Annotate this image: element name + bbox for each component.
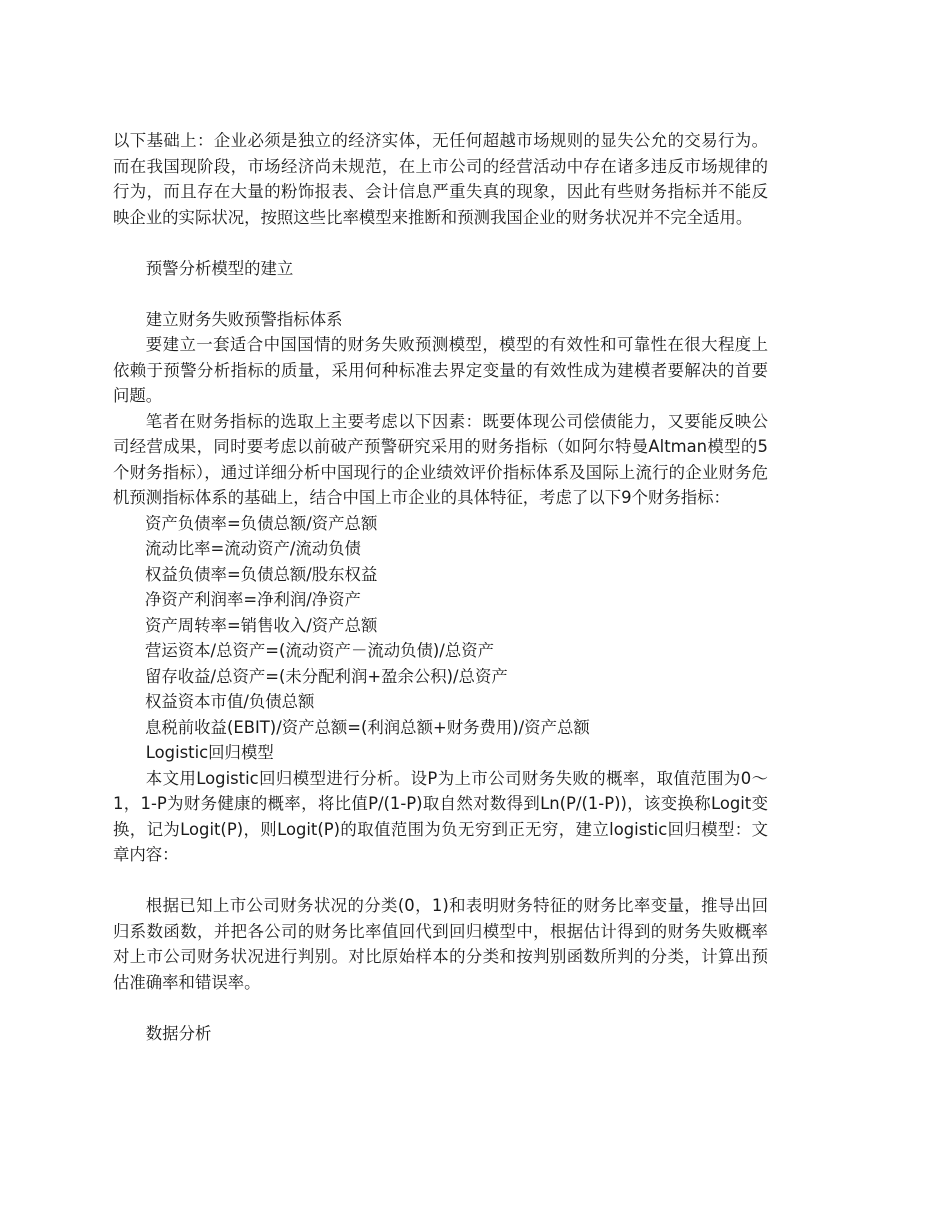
indicator-item: 权益负债率=负债总额/股东权益	[145, 564, 378, 584]
paragraph-logistic: 本文用Logistic回归模型进行分析。设P为上市公司财务失败的概率，取值范围为0～1，1-P为财务健康的概率，将比值P/(1-P)取自然对数得到Ln(P/(1-P))，该变换称Logit变换，记为Logit(P)，则Logit(P)的取值范围为负无穷到正无穷，建立logistic回归模型：文章内容：	[113, 768, 768, 864]
indicator-item: 权益资本市值/负债总额	[145, 692, 315, 711]
indicator-item: 营运资本/总资产=(流动资产－流动负债)/总资产	[145, 641, 494, 660]
subsection-heading-logistic: Logistic回归模型	[145, 743, 274, 762]
indicator-item: 资产负债率=负债总额/资产总额	[145, 513, 378, 533]
section-heading-model-building: 预警分析模型的建立	[145, 258, 294, 278]
indicator-item: 资产周转率=销售收入/资产总额	[145, 615, 378, 635]
paragraph-indicator-selection: 笔者在财务指标的选取上主要考虑以下因素：既要体现公司偿债能力，又要能反映公司经营成果，同时要考虑以前破产预警研究采用的财务指标（如阿尔特曼Altman模型的5个财务指标），通过详细分析中国现行的企业绩效评价指标体系及国际上流行的企业财务危机预测指标体系的基础上，结合中国上市企业的具体特征，考虑了以下9个财务指标：	[113, 411, 768, 507]
indicator-list	[113, 511, 768, 741]
indicator-item: 息税前收益(EBIT)/资产总额=(利润总额+财务费用)/资产总额	[145, 717, 590, 737]
intro-paragraph: 以下基础上：企业必须是独立的经济实体，无任何超越市场规则的显失公允的交易行为。而在我国现阶段，市场经济尚未规范，在上市公司的经营活动中存在诸多违反市场规律的行为，而且存在大量的粉饰报表、会计信息严重失真的现象，因此有些财务指标并不能反映企业的实际状况，按照这些比率模型来推断和预测我国企业的财务状况并不完全适用。	[113, 131, 768, 227]
paragraph-indicator-quality: 要建立一套适合中国国情的财务失败预测模型，模型的有效性和可靠性在很大程度上依赖于预警分析指标的质量，采用何种标准去界定变量的有效性成为建模者要解决的首要问题。	[113, 335, 768, 405]
section-heading-data-analysis: 数据分析	[145, 1023, 212, 1043]
paragraph-estimation: 根据已知上市公司财务状况的分类(0，1)和表明财务特征的财务比率变量，推导出回归系数函数，并把各公司的财务比率值回代到回归模型中，根据估计得到的财务失败概率对上市公司财务状况进行判别。对比原始样本的分类和按判别函数所判的分类，计算出预估准确率和错误率。	[113, 896, 768, 992]
indicator-item: 净资产利润率=净利润/净资产	[145, 590, 361, 609]
indicator-item: 流动比率=流动资产/流动负债	[145, 539, 361, 558]
subsection-heading-indicator-system: 建立财务失败预警指标体系	[145, 309, 343, 329]
indicator-item: 留存收益/总资产=(未分配利润+盈余公积)/总资产	[145, 666, 508, 686]
document-page	[113, 128, 768, 1046]
